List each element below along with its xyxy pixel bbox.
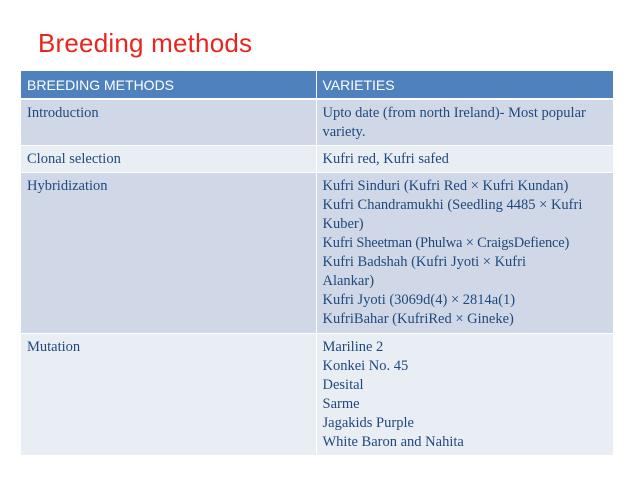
varieties-cell — [316, 173, 613, 334]
method-cell: Clonal selection — [21, 146, 316, 173]
method-cell: Mutation — [21, 334, 316, 456]
variety-line: Konkei No. 45 — [322, 358, 409, 374]
variety-line: Sarme — [322, 396, 360, 412]
table-row — [21, 173, 613, 334]
variety-line: Kufri Sheetman (Phulwa × CraigsDefience) — [322, 235, 570, 251]
variety-line: KufriBahar (KufriRed × Gineke) — [322, 311, 514, 327]
variety-line: White Baron and Nahita — [322, 434, 464, 450]
variety-line: Kufri Sinduri (Kufri Red × Kufri Kundan) — [322, 178, 569, 194]
method-cell: Introduction — [21, 99, 316, 146]
variety-line: Kufri Jyoti (3069d(4) × 2814a(1) — [322, 292, 516, 308]
varieties-cell — [316, 334, 613, 456]
variety-line: Kufri Chandramukhi (Seedling 4485 × Kufri Kuber) — [322, 197, 583, 232]
varieties-cell — [316, 146, 613, 173]
table-row — [21, 334, 613, 456]
variety-line: Kufri Badshah (Kufri Jyoti × Kufri Alankar) — [322, 254, 526, 289]
method-cell: Hybridization — [21, 173, 316, 334]
variety-line: Upto date (from north Ireland)- Most popular variety. — [322, 105, 586, 140]
header-varieties: VARIETIES — [316, 71, 613, 99]
variety-line: Desital — [322, 377, 364, 393]
breeding-methods-table — [21, 71, 613, 456]
variety-line: Jagakids Purple — [322, 415, 414, 431]
header-breeding-methods: BREEDING METHODS — [21, 71, 316, 99]
table-row — [21, 99, 613, 146]
table-row — [21, 146, 613, 173]
table-header-row — [21, 71, 613, 99]
variety-line: Mariline 2 — [322, 339, 384, 355]
varieties-cell — [316, 99, 613, 146]
slide-title: Breeding methods — [38, 28, 253, 58]
variety-line: Kufri red, Kufri safed — [322, 151, 449, 167]
